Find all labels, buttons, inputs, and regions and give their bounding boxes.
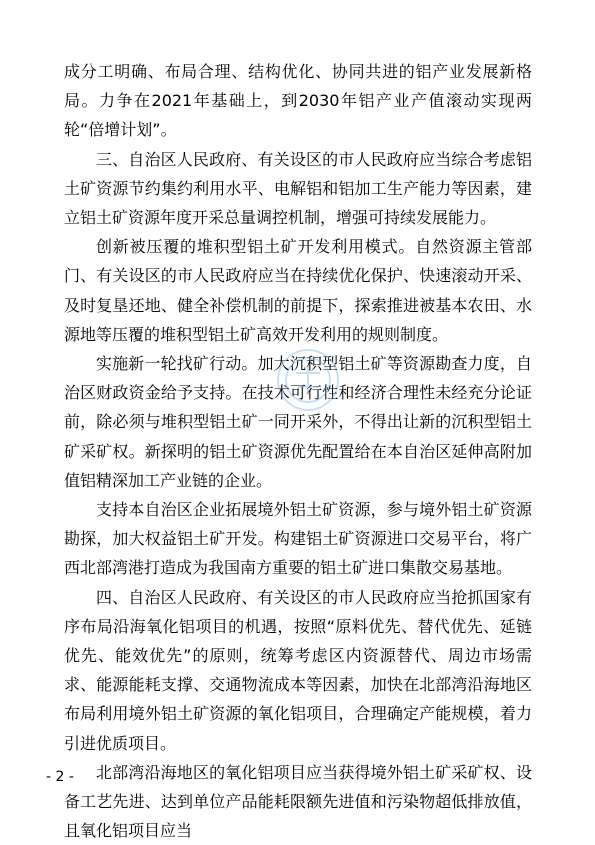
paragraph-overseas-bauxite: 支持本自治区企业拓展境外铝土矿资源，参与境外铝土矿资源勘探，加大权益铝土矿开发。构建铝土矿资源进口交易平台，将广西北部湾港打造成为我国南方重要的铝土矿进口集散交易基地。 [64,500,532,578]
paragraph-beibu-gulf-alumina: 北部湾沿海地区的氧化铝项目应当获得境外铝土矿采矿权、设备工艺先进、达到单位产品能耗限额先进值和污染物超低排放值，且氧化铝项目应当 [64,762,532,841]
paragraph-bauxite-total-control: 三、自治区人民政府、有关设区的市人民政府应当综合考虑铝土矿资源节约集约利用水平、电解铝和铝加工生产能力等因素，建立铝土矿资源年度开采总量调控机制，增强可持续发展能力。 [64,149,532,228]
page-number: - 2 - [46,769,74,785]
document-body [64,57,532,845]
paragraph-coastal-alumina: 四、自治区人民政府、有关设区的市人民政府应当抢抓国家有序布局沿海氧化铝项目的机遇，按照“原料优先、替代优先、延链优先、能效优先”的原则，统筹考虑区内资源替代、周边市场需求、能源能耗支撑、交通物流成本等因素，加快在北部湾沿海地区布局利用境外铝土矿资源的氧化铝项目，合理确定产能规模，着力引进优质项目。 [64,587,532,753]
paragraph-covered-bauxite-innovation: 创新被压覆的堆积型铝土矿开发利用模式。自然资源主管部门、有关设区的市人民政府应当在持续优化保护、快速滚动开采、及时复垦还地、健全补偿机制的前提下，探索推进被基本农田、水源地等压覆的堆积型铝土矿高效开发利用的规则制度。 [64,237,532,344]
paragraph-new-prospecting: 实施新一轮找矿行动。加大沉积型铝土矿等资源勘查力度，自治区财政资金给予支持。在技术可行性和经济合理性未经充分论证前，除必须与堆积型铝土矿一同开采外，不得出让新的沉积型铝土矿采矿权。新探明的铝土矿资源优先配置给在本自治区延伸高附加值铝精深加工产业链的企业。 [64,354,532,490]
paragraph-continued: 成分工明确、布局合理、结构优化、协同共进的铝产业发展新格局。力争在2021年基础上，到2030年铝产业产值滚动实现两轮“倍增计划”。 [64,62,532,140]
